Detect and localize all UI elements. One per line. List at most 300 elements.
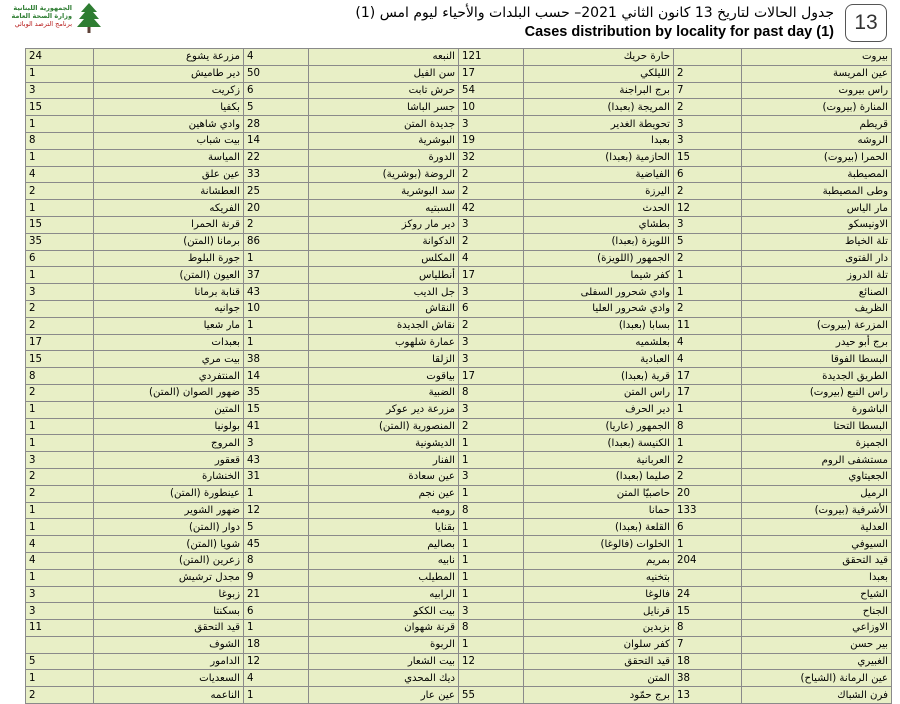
locality-name: عينطورة (المتن) xyxy=(94,485,244,502)
case-count: 4 xyxy=(26,552,94,569)
case-count: 1 xyxy=(459,452,524,469)
table-row xyxy=(26,166,892,183)
locality-name: المنارة (بيروت) xyxy=(742,99,892,116)
locality-name: البوشرية xyxy=(309,132,459,149)
locality-name: بير حسن xyxy=(742,636,892,653)
locality-name: المنصورية (المتن) xyxy=(309,418,459,435)
table-row xyxy=(26,250,892,267)
case-count: 1 xyxy=(26,65,94,82)
case-count: 6 xyxy=(244,82,309,99)
case-count: 1 xyxy=(26,116,94,133)
case-count: 4 xyxy=(674,351,742,368)
case-count: 3 xyxy=(674,116,742,133)
case-count: 1 xyxy=(26,519,94,536)
locality-name: بيت مري xyxy=(94,351,244,368)
locality-name: المتين xyxy=(94,401,244,418)
locality-name: الخنشارة xyxy=(94,468,244,485)
locality-name: الدكوانة xyxy=(309,233,459,250)
table-row xyxy=(26,452,892,469)
locality-name: قنابة برمانا xyxy=(94,284,244,301)
case-count: 28 xyxy=(244,116,309,133)
locality-name: قعقور xyxy=(94,452,244,469)
case-count: 3 xyxy=(26,82,94,99)
case-count: 4 xyxy=(26,166,94,183)
locality-name: سد البوشرية xyxy=(309,183,459,200)
table-row xyxy=(26,384,892,401)
case-count: 15 xyxy=(674,603,742,620)
locality-name: الفريكه xyxy=(94,200,244,217)
case-count: 38 xyxy=(674,670,742,687)
case-count: 6 xyxy=(244,603,309,620)
case-count: 1 xyxy=(674,267,742,284)
table-row xyxy=(26,334,892,351)
case-count: 3 xyxy=(459,351,524,368)
locality-name: بسكنتا xyxy=(94,603,244,620)
case-count: 6 xyxy=(459,300,524,317)
locality-name: القلعة (بعبدا) xyxy=(524,519,674,536)
locality-name: وادي شحرور السفلى xyxy=(524,284,674,301)
table-row xyxy=(26,502,892,519)
case-count: 2 xyxy=(674,452,742,469)
case-count: 1 xyxy=(244,620,309,637)
case-count xyxy=(674,49,742,66)
case-count: 1 xyxy=(244,334,309,351)
locality-name: السيوفي xyxy=(742,536,892,553)
logo-line-3: برنامج الترصد الوبائي xyxy=(14,20,72,28)
case-count: 1 xyxy=(244,317,309,334)
case-count: 13 xyxy=(674,687,742,704)
case-count: 2 xyxy=(459,418,524,435)
locality-name: مستشفى الروم xyxy=(742,452,892,469)
cases-table xyxy=(25,48,892,704)
case-count: 9 xyxy=(244,569,309,586)
locality-name: دار الفتوى xyxy=(742,250,892,267)
locality-name: قرنة الحمرا xyxy=(94,216,244,233)
title-english: Cases distribution by locality for past day (1) xyxy=(524,24,834,40)
locality-name: دير طاميش xyxy=(94,65,244,82)
locality-name: الباشورة xyxy=(742,401,892,418)
case-count: 5 xyxy=(26,653,94,670)
locality-name: جل الديب xyxy=(309,284,459,301)
locality-name: زعرين (المتن) xyxy=(94,552,244,569)
locality-name: الصنائع xyxy=(742,284,892,301)
locality-name: الليلكي xyxy=(524,65,674,82)
locality-name: السعديات xyxy=(94,670,244,687)
case-count: 204 xyxy=(674,552,742,569)
case-count: 2 xyxy=(26,384,94,401)
cases-table-body xyxy=(26,49,892,704)
locality-name: الدامور xyxy=(94,653,244,670)
locality-name: جديدة المتن xyxy=(309,116,459,133)
case-count: 3 xyxy=(674,216,742,233)
page-number: 13 xyxy=(845,4,887,42)
locality-name: المكلس xyxy=(309,250,459,267)
case-count: 12 xyxy=(244,502,309,519)
case-count: 1 xyxy=(26,418,94,435)
locality-name: السبتيه xyxy=(309,200,459,217)
case-count: 4 xyxy=(674,334,742,351)
table-row xyxy=(26,670,892,687)
case-count: 1 xyxy=(26,267,94,284)
case-count: 2 xyxy=(26,183,94,200)
case-count: 35 xyxy=(26,233,94,250)
locality-name: الجميزة xyxy=(742,435,892,452)
table-row xyxy=(26,485,892,502)
case-count: 24 xyxy=(26,49,94,66)
case-count: 15 xyxy=(26,351,94,368)
case-count: 1 xyxy=(459,569,524,586)
locality-name: عين المريسة xyxy=(742,65,892,82)
case-count: 21 xyxy=(244,586,309,603)
locality-name: نابيه xyxy=(309,552,459,569)
locality-name: برج البراجنة xyxy=(524,82,674,99)
case-count: 1 xyxy=(26,569,94,586)
locality-name: راس النبع (بيروت) xyxy=(742,384,892,401)
locality-name: بقنايا xyxy=(309,519,459,536)
case-count: 2 xyxy=(26,687,94,704)
logo-line-2: وزارة الصحة العامة xyxy=(11,12,72,20)
table-row xyxy=(26,636,892,653)
ministry-logo-text xyxy=(6,4,72,28)
case-count: 17 xyxy=(459,368,524,385)
case-count: 6 xyxy=(26,250,94,267)
case-count: 5 xyxy=(244,519,309,536)
case-count: 3 xyxy=(459,334,524,351)
case-count: 1 xyxy=(26,502,94,519)
locality-name: راس المتن xyxy=(524,384,674,401)
locality-name: قيد التحقق xyxy=(524,653,674,670)
locality-name: اللويزة (بعبدا) xyxy=(524,233,674,250)
case-count: 12 xyxy=(674,200,742,217)
case-count: 2 xyxy=(459,183,524,200)
locality-name: شويا (المتن) xyxy=(94,536,244,553)
case-count: 12 xyxy=(244,653,309,670)
case-count: 6 xyxy=(674,166,742,183)
locality-name: بعبدا xyxy=(524,132,674,149)
case-count: 8 xyxy=(459,384,524,401)
case-count: 20 xyxy=(674,485,742,502)
locality-name: الضبية xyxy=(309,384,459,401)
case-count: 1 xyxy=(674,435,742,452)
locality-name: المنتفردي xyxy=(94,368,244,385)
case-count: 33 xyxy=(244,166,309,183)
locality-name: الحمرا (بيروت) xyxy=(742,149,892,166)
case-count: 1 xyxy=(674,284,742,301)
locality-name: تلة الدروز xyxy=(742,267,892,284)
case-count: 38 xyxy=(244,351,309,368)
table-row xyxy=(26,368,892,385)
case-count: 10 xyxy=(244,300,309,317)
locality-name: المياسة xyxy=(94,149,244,166)
logo-line-1: الجمهورية اللبنانية xyxy=(13,4,72,12)
locality-name: قرية (بعبدا) xyxy=(524,368,674,385)
table-row xyxy=(26,183,892,200)
locality-name: العدلية xyxy=(742,519,892,536)
locality-name: جورة البلوط xyxy=(94,250,244,267)
case-count: 1 xyxy=(459,586,524,603)
locality-name: الجعيتاوي xyxy=(742,468,892,485)
case-count: 54 xyxy=(459,82,524,99)
locality-name: حرش تابت xyxy=(309,82,459,99)
locality-name: المطيلب xyxy=(309,569,459,586)
case-count: 3 xyxy=(26,586,94,603)
case-count: 2 xyxy=(26,317,94,334)
locality-name: الروضة (بوشرية) xyxy=(309,166,459,183)
case-count: 1 xyxy=(244,250,309,267)
locality-name: حاصبيّا المتن xyxy=(524,485,674,502)
case-count: 2 xyxy=(674,300,742,317)
locality-name: سن الفيل xyxy=(309,65,459,82)
table-row xyxy=(26,132,892,149)
locality-name: الأشرفية (بيروت) xyxy=(742,502,892,519)
case-count: 10 xyxy=(459,99,524,116)
locality-name: راس بيروت xyxy=(742,82,892,99)
case-count xyxy=(459,670,524,687)
locality-name: حمانا xyxy=(524,502,674,519)
locality-name: دير مار روكز xyxy=(309,216,459,233)
cedar-icon xyxy=(76,2,102,34)
case-count: 25 xyxy=(244,183,309,200)
table-row xyxy=(26,418,892,435)
case-count: 18 xyxy=(674,653,742,670)
locality-name: وادي شحرور العليا xyxy=(524,300,674,317)
locality-name: تلة الخياط xyxy=(742,233,892,250)
locality-name: الناعمه xyxy=(94,687,244,704)
case-count: 8 xyxy=(459,620,524,637)
locality-name: بولونيا xyxy=(94,418,244,435)
case-count: 20 xyxy=(244,200,309,217)
case-count: 18 xyxy=(244,636,309,653)
case-count: 6 xyxy=(674,519,742,536)
case-count: 2 xyxy=(674,183,742,200)
table-row xyxy=(26,586,892,603)
locality-name: فالوغا xyxy=(524,586,674,603)
locality-name: تحويطة الغدير xyxy=(524,116,674,133)
locality-name: الطريق الجديدة xyxy=(742,368,892,385)
case-count xyxy=(674,569,742,586)
table-row xyxy=(26,519,892,536)
locality-name: ضهور الشوير xyxy=(94,502,244,519)
table-row xyxy=(26,653,892,670)
locality-name: الجناح xyxy=(742,603,892,620)
case-count: 1 xyxy=(674,536,742,553)
table-row xyxy=(26,468,892,485)
locality-name: بصاليم xyxy=(309,536,459,553)
table-row xyxy=(26,687,892,704)
locality-name: الحدث xyxy=(524,200,674,217)
case-count: 121 xyxy=(459,49,524,66)
locality-name: اليرزة xyxy=(524,183,674,200)
locality-name: برمانا (المتن) xyxy=(94,233,244,250)
case-count: 50 xyxy=(244,65,309,82)
locality-name: وادي شاهين xyxy=(94,116,244,133)
ministry-logo xyxy=(6,2,102,36)
case-count: 1 xyxy=(459,636,524,653)
case-count: 1 xyxy=(26,435,94,452)
case-count: 19 xyxy=(459,132,524,149)
district-heading: بعبدا xyxy=(742,569,892,586)
table-row xyxy=(26,149,892,166)
locality-name: بتخنيه xyxy=(524,569,674,586)
locality-name: الدورة xyxy=(309,149,459,166)
table-row xyxy=(26,284,892,301)
table-row xyxy=(26,49,892,66)
table-row xyxy=(26,401,892,418)
locality-name: عين سعادة xyxy=(309,468,459,485)
locality-name: العربانية xyxy=(524,452,674,469)
locality-name: بمريم xyxy=(524,552,674,569)
locality-name: عين علق xyxy=(94,166,244,183)
locality-name: الرابيه xyxy=(309,586,459,603)
locality-name: قيد التحقق xyxy=(742,552,892,569)
case-count: 5 xyxy=(674,233,742,250)
case-count: 2 xyxy=(674,468,742,485)
case-count: 1 xyxy=(244,687,309,704)
locality-name: زبوغا xyxy=(94,586,244,603)
case-count: 42 xyxy=(459,200,524,217)
locality-name: عين نجم xyxy=(309,485,459,502)
case-count: 2 xyxy=(244,216,309,233)
case-count: 41 xyxy=(244,418,309,435)
locality-name: برج حمّود xyxy=(524,687,674,704)
case-count: 1 xyxy=(459,536,524,553)
district-heading: المتن xyxy=(524,670,674,687)
case-count: 11 xyxy=(674,317,742,334)
locality-name: قيد التحقق xyxy=(94,620,244,637)
locality-name: أنطلياس xyxy=(309,267,459,284)
locality-name: بعلشميه xyxy=(524,334,674,351)
locality-name: كفر سلوان xyxy=(524,636,674,653)
locality-name: الكنيسة (بعبدا) xyxy=(524,435,674,452)
locality-name: المروج xyxy=(94,435,244,452)
header xyxy=(0,0,900,50)
case-count: 31 xyxy=(244,468,309,485)
case-count: 7 xyxy=(674,82,742,99)
case-count: 1 xyxy=(674,401,742,418)
locality-name: العطشانة xyxy=(94,183,244,200)
case-count: 12 xyxy=(459,653,524,670)
locality-name: الظريف xyxy=(742,300,892,317)
case-count: 22 xyxy=(244,149,309,166)
case-count: 4 xyxy=(26,536,94,553)
locality-name: عين عار xyxy=(309,687,459,704)
case-count: 3 xyxy=(26,452,94,469)
case-count: 7 xyxy=(674,636,742,653)
case-count: 2 xyxy=(459,166,524,183)
case-count: 3 xyxy=(459,284,524,301)
locality-name: فرن الشباك xyxy=(742,687,892,704)
case-count: 133 xyxy=(674,502,742,519)
table-row xyxy=(26,216,892,233)
table-row xyxy=(26,351,892,368)
locality-name: بياقوت xyxy=(309,368,459,385)
case-count xyxy=(26,636,94,653)
case-count: 8 xyxy=(459,502,524,519)
locality-name: وطى المصيطبة xyxy=(742,183,892,200)
locality-name: قرنة شهوان xyxy=(309,620,459,637)
locality-name: مار الياس xyxy=(742,200,892,217)
locality-name: المزرعة (بيروت) xyxy=(742,317,892,334)
locality-name: برج أبو حيدر xyxy=(742,334,892,351)
locality-name: العبادية xyxy=(524,351,674,368)
case-count: 3 xyxy=(459,216,524,233)
case-count: 3 xyxy=(459,401,524,418)
locality-name: الروشه xyxy=(742,132,892,149)
case-count: 2 xyxy=(459,317,524,334)
case-count: 15 xyxy=(244,401,309,418)
case-count: 2 xyxy=(26,485,94,502)
case-count: 3 xyxy=(459,468,524,485)
locality-name: النقاش xyxy=(309,300,459,317)
case-count: 11 xyxy=(26,620,94,637)
case-count: 24 xyxy=(674,586,742,603)
case-count: 2 xyxy=(674,250,742,267)
locality-name: دوار (المتن) xyxy=(94,519,244,536)
locality-name: الفياضية xyxy=(524,166,674,183)
locality-name: الفنار xyxy=(309,452,459,469)
locality-name: الشياح xyxy=(742,586,892,603)
locality-name: الخلوات (فالوغا) xyxy=(524,536,674,553)
case-count: 45 xyxy=(244,536,309,553)
locality-name: بيت شباب xyxy=(94,132,244,149)
case-count: 1 xyxy=(26,149,94,166)
locality-name: المصيطبة xyxy=(742,166,892,183)
locality-name: حارة حريك xyxy=(524,49,674,66)
table-row xyxy=(26,435,892,452)
case-count: 3 xyxy=(26,284,94,301)
case-count: 14 xyxy=(244,368,309,385)
locality-name: ضهور الصوان (المتن) xyxy=(94,384,244,401)
table-row xyxy=(26,536,892,553)
table-row xyxy=(26,603,892,620)
case-count: 17 xyxy=(674,384,742,401)
locality-name: المريجة (بعبدا) xyxy=(524,99,674,116)
locality-name: بطشاي xyxy=(524,216,674,233)
locality-name: بيت الشعار xyxy=(309,653,459,670)
case-count: 35 xyxy=(244,384,309,401)
table-row xyxy=(26,552,892,569)
case-count: 86 xyxy=(244,233,309,250)
table-row xyxy=(26,300,892,317)
locality-name: عمارة شلهوب xyxy=(309,334,459,351)
table-row xyxy=(26,267,892,284)
title-arabic: جدول الحالات لتاريخ 13 كانون الثاني 2021– حسب البلدات والأحياء ليوم امس (1) xyxy=(355,5,834,21)
locality-name: الاوزاعي xyxy=(742,620,892,637)
locality-name: الربوة xyxy=(309,636,459,653)
title-block xyxy=(194,4,834,42)
locality-name: بعبدات xyxy=(94,334,244,351)
locality-name: جسر الباشا xyxy=(309,99,459,116)
case-count: 8 xyxy=(674,620,742,637)
locality-name: الديشونية xyxy=(309,435,459,452)
table-row xyxy=(26,99,892,116)
case-count: 43 xyxy=(244,452,309,469)
locality-name: الجمهور (عاريا) xyxy=(524,418,674,435)
case-count: 8 xyxy=(244,552,309,569)
locality-name: ديك المحدي xyxy=(309,670,459,687)
case-count: 4 xyxy=(459,250,524,267)
table-row xyxy=(26,82,892,99)
case-count: 17 xyxy=(26,334,94,351)
locality-name: بكفيا xyxy=(94,99,244,116)
table-row xyxy=(26,65,892,82)
locality-name: جوانيه xyxy=(94,300,244,317)
locality-name: الغبيري xyxy=(742,653,892,670)
case-count: 2 xyxy=(26,468,94,485)
table-row xyxy=(26,116,892,133)
case-count: 4 xyxy=(244,49,309,66)
locality-name: مجدل ترشيش xyxy=(94,569,244,586)
